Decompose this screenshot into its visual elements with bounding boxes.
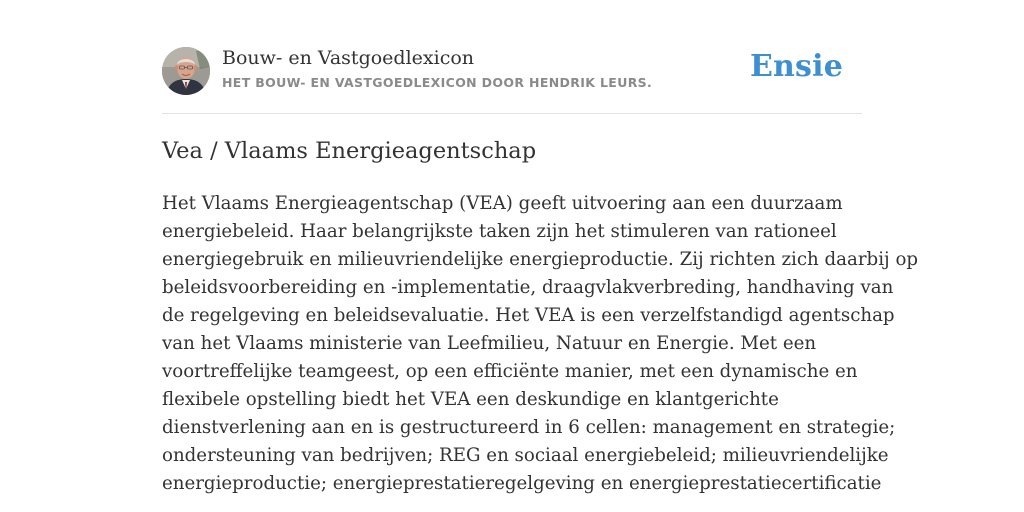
entry-title: Vea / Vlaams Energieagentschap: [162, 138, 537, 164]
entry-body-line: ondersteuning van bedrijven; REG en sociaal energiebeleid; milieuvriendelijke: [162, 445, 889, 466]
entry-body-line: energieproductie; energieprestatieregelgeving en energieprestatiecertificatie: [162, 473, 882, 494]
site-tagline: HET BOUW- EN VASTGOEDLEXICON DOOR HENDRIK LEURS.: [222, 75, 653, 90]
site-title[interactable]: Bouw- en Vastgoedlexicon: [222, 47, 475, 69]
header-divider: [162, 113, 862, 114]
entry-body-line: energiegebruik en milieuvriendelijke energieproductie. Zij richten zich daarbij op: [162, 249, 919, 270]
entry-body-line: dienstverlening aan en is gestructureerd in 6 cellen: management en strategie;: [162, 417, 896, 438]
entry-body-line: van het Vlaams ministerie van Leefmilieu, Natuur en Energie. Met een: [162, 333, 817, 354]
entry-body-line: voortreffelijke teamgeest, op een efficiënte manier, met een dynamische en: [162, 361, 858, 382]
entry-body-line: de regelgeving en beleidsevaluatie. Het VEA is een verzelfstandigd agentschap: [162, 305, 895, 326]
entry-body-line: flexibele opstelling biedt het VEA een deskundige en klantgerichte: [162, 389, 779, 410]
entry-body-line: Het Vlaams Energieagentschap (VEA) geeft uitvoering aan een duurzaam: [162, 193, 843, 214]
site-header: [162, 46, 862, 96]
author-avatar[interactable]: [162, 47, 210, 95]
entry-body-line: beleidsvoorbereiding en -implementatie, draagvlakverbreding, handhaving van: [162, 277, 894, 298]
ensie-logo[interactable]: Ensie: [749, 49, 843, 84]
entry-body-line: energiebeleid. Haar belangrijkste taken zijn het stimuleren van rationeel: [162, 221, 837, 242]
author-portrait-icon: [162, 47, 210, 95]
entry-body: [162, 190, 919, 498]
